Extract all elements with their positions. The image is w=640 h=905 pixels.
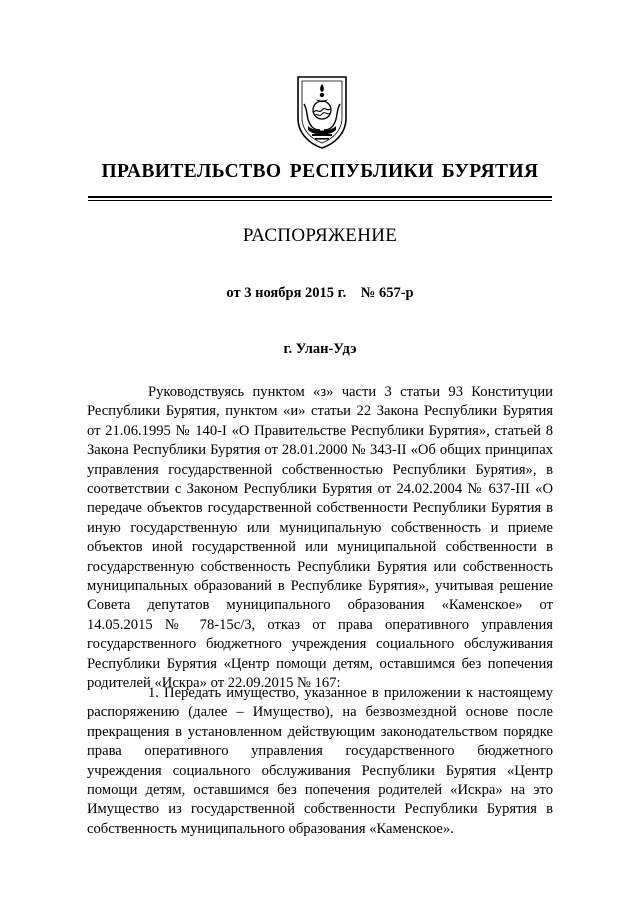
coat-of-arms-icon <box>294 74 350 150</box>
document-type: РАСПОРЯЖЕНИЕ <box>242 225 398 246</box>
header-divider-thin <box>88 200 552 201</box>
document-date-number: от 3 ноября 2015 г. № 657-р <box>226 285 414 301</box>
paragraph-preamble: Руководствуясь пунктом «з» части 3 статьи 93 Конституции Республики Бурятия, пунктом «и» статьи 22 Закона Республики Бурятия от 21.06.1995 № 140-I «О Правительстве Республики Бурятия», статьей 8 Закона Республики Бурятия от 28.01.2000 № 343-II «Об общих принципах управления государственной собственностью Республики Бурятия», в соответствии с Законом Республики Бурятия от 24.02.2004 № 637-III «О передаче объектов государственной собственности Республики Бурятия в иную государственную или муниципальную собственность и приеме объектов иной государственной или муниципальной собственности в государственную собственность Республики Бурятия или собственность муниципальных образований в Республике Бурятия», учитывая решение Совета депутатов муниципального образования «Каменское» от 14.05.2015 № 78-15с/3, отказ от права оперативного управления государственного бюджетного учреждения социального обслуживания Республики Бурятия «Центр помощи детям, оставшимся без попечения родителей «Искра» от 22.09.2015 № 167: <box>87 384 553 692</box>
government-title: ПРАВИТЕЛЬСТВО РЕСПУБЛИКИ БУРЯТИЯ <box>101 161 539 182</box>
header-divider-thick <box>88 196 552 198</box>
document-city: г. Улан-Удэ <box>283 341 357 357</box>
paragraph-item-1: 1. Передать имущество, указанное в приложении к настоящему распоряжению (далее – Имущество), на безвозмездной основе после прекращения в установленном действующим законодательством порядке права оперативного управления государственного бюджетного учреждения социального обслуживания Республики Бурятия «Центр помощи детям, оставшимся без попечения родителей «Искра» на это Имущество из государственной собственности Республики Бурятия в собственность муниципального образования «Каменское». <box>87 685 553 837</box>
